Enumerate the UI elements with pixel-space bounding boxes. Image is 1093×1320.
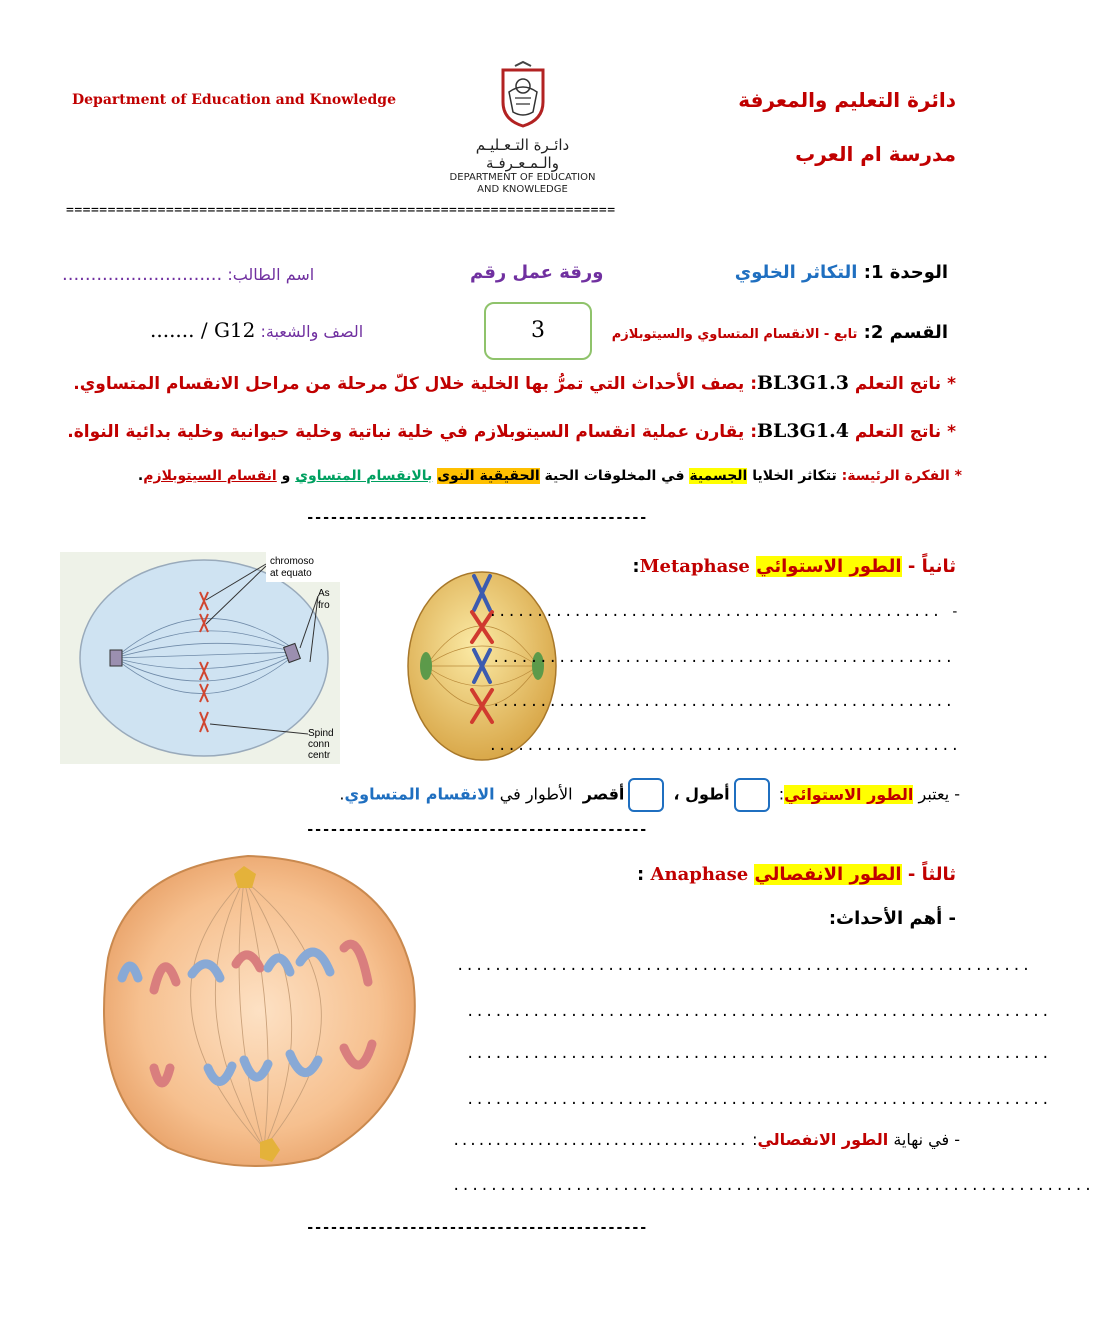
anaphase-colon: : (637, 864, 645, 885)
diagram-label-equator: at equato (270, 568, 312, 579)
metaphase-prefix: ثانياً - (907, 556, 956, 577)
learning-outcome-2 (67, 420, 956, 442)
main-idea-text-3: و (281, 468, 291, 484)
anaphase-title-ar: الطور الانفصالي (754, 864, 902, 885)
divider-3: ------------------------------------------- (306, 1220, 647, 1236)
diagram-label-from: fro (318, 600, 330, 611)
anaphase-end-blank[interactable]: ................................... (451, 1133, 747, 1149)
metaphase-diagram-cell (402, 566, 562, 766)
main-idea-text-1: تتكاثر الخلايا (752, 468, 837, 484)
metaphase-title-ar: الطور الاستوائي (756, 556, 902, 577)
section-title: تابع - الانقسام المتساوي والسيتوبلازم (611, 327, 858, 342)
option-longest: أطول ، (673, 784, 730, 804)
anaphase-answer-line-5[interactable]: .................................................................... (452, 1178, 1093, 1194)
metaphase-answer-line-3[interactable]: ................................................. (491, 694, 954, 710)
student-name-blank[interactable]: ............................ (62, 264, 223, 285)
anaphase-prefix: ثالثاً - (907, 864, 956, 885)
diagram-label-chromosomes: chromoso (270, 556, 314, 567)
anaphase-events-label: - أهم الأحداث: (828, 908, 956, 929)
worksheet-label: ورقة عمل رقم (470, 262, 604, 283)
outcome-prefix: * ناتج التعلم (854, 374, 956, 394)
anaphase-answer-line-4[interactable]: .............................................................. (466, 1092, 1051, 1108)
main-idea (138, 468, 962, 484)
unit-number: 1: (863, 262, 884, 283)
metaphase-length-question (339, 778, 960, 812)
anaphase-diagram (68, 848, 440, 1178)
outcome-code: BL3G1.4 (757, 420, 849, 442)
unit-label: الوحدة (889, 262, 948, 283)
diagram-label-aster: As (318, 588, 330, 599)
outcome-text: : يقارن عملية انقسام السيتوبلازم في خلية نباتية وخلية حيوانية وخلية بدائية النواة. (67, 422, 757, 442)
anaphase-end-label: - في نهاية (893, 1130, 960, 1149)
unit-title: التكاثر الخلوي (734, 262, 858, 283)
sentence-colon: : (778, 784, 785, 804)
worksheet-number-box: 3 (484, 302, 592, 360)
anaphase-heading (637, 864, 956, 885)
metaphase-answer-line-1[interactable]: - ................................................ (488, 604, 960, 620)
class-field[interactable] (150, 318, 363, 342)
department-name-en: Department of Education and Knowledge (72, 92, 396, 108)
anaphase-end-colon: : (752, 1130, 758, 1149)
diagram-label-connect: conn (308, 739, 330, 750)
logo (440, 62, 605, 196)
main-idea-term-somatic: الجسمية (689, 468, 748, 484)
main-idea-term-mitosis: بالانقسام المتساوي (295, 468, 433, 484)
main-idea-end: . (137, 468, 144, 484)
class-value[interactable]: ....... / G12 (150, 318, 256, 342)
learning-outcome-1 (73, 372, 956, 394)
option-shortest: أقصر (582, 784, 625, 804)
outcome-prefix: * ناتج التعلم (854, 422, 956, 442)
main-idea-term-cytokinesis: انقسام السيتوبلازم (143, 468, 277, 484)
metaphase-diagram-animal (60, 552, 340, 764)
outcome-text: : يصف الأحداث التي تمرُّ بها الخلية خلال كلّ مرحلة من مراحل الانقسام المتساوي. (73, 374, 757, 394)
sentence-term-metaphase: الطور الاستوائي (784, 784, 914, 804)
logo-text-ar: دائـرة التـعـليـم والـمـعـرفـة (475, 136, 570, 172)
divider-2: ------------------------------------------- (306, 822, 647, 838)
outcome-code: BL3G1.3 (757, 372, 849, 394)
logo-text-en-1: DEPARTMENT OF EDUCATION (449, 172, 596, 183)
class-label: الصف والشعبة: (260, 322, 364, 341)
diagram-label-spindle: Spind (308, 728, 334, 739)
sentence-text-1: - يعتبر (918, 784, 960, 804)
section-number: 2: (863, 322, 884, 343)
logo-text-en-2: AND KNOWLEDGE (477, 184, 568, 195)
anaphase-answer-line-2[interactable]: .............................................................. (466, 1004, 1051, 1020)
metaphase-colon: : (632, 556, 640, 577)
department-name-ar: دائرة التعليم والمعرفة (738, 88, 956, 112)
metaphase-answer-line-2[interactable]: ................................................. (491, 650, 954, 666)
sentence-text-2: الأطوار في (499, 784, 573, 804)
main-idea-term-eukaryotic: الحقيقية النوى (437, 468, 540, 484)
divider-1: ------------------------------------------- (306, 510, 647, 526)
sentence-term-mitosis: الانقسام المتساوي (344, 784, 495, 804)
student-name-label: اسم الطالب: (227, 265, 315, 284)
falcon-emblem-icon (495, 62, 551, 128)
metaphase-heading (632, 556, 956, 577)
metaphase-title-en: Metaphase (639, 556, 750, 577)
header-separator: ================================================================== (66, 203, 616, 218)
anaphase-answer-line-1[interactable]: ............................................................. (456, 958, 1032, 974)
student-name-field[interactable] (62, 264, 314, 285)
section-line (612, 322, 948, 343)
diagram-label-centr: centr (308, 750, 331, 761)
sentence-end: . (339, 784, 345, 804)
anaphase-end-question (452, 1130, 960, 1149)
anaphase-answer-line-3[interactable]: .............................................................. (466, 1046, 1051, 1062)
main-idea-label: * الفكرة الرئيسة: (841, 468, 962, 484)
anaphase-end-term: الطور الانفصالي (757, 1130, 889, 1149)
checkbox-shortest[interactable] (628, 778, 664, 812)
metaphase-answer-line-4[interactable]: .................................................. (488, 738, 960, 754)
unit-line (735, 262, 948, 283)
school-name: مدرسة ام العرب (795, 142, 956, 166)
anaphase-title-en: Anaphase (650, 864, 749, 885)
section-label: القسم (889, 322, 948, 343)
checkbox-longest[interactable] (734, 778, 770, 812)
main-idea-text-2: في المخلوقات الحية (544, 468, 685, 484)
